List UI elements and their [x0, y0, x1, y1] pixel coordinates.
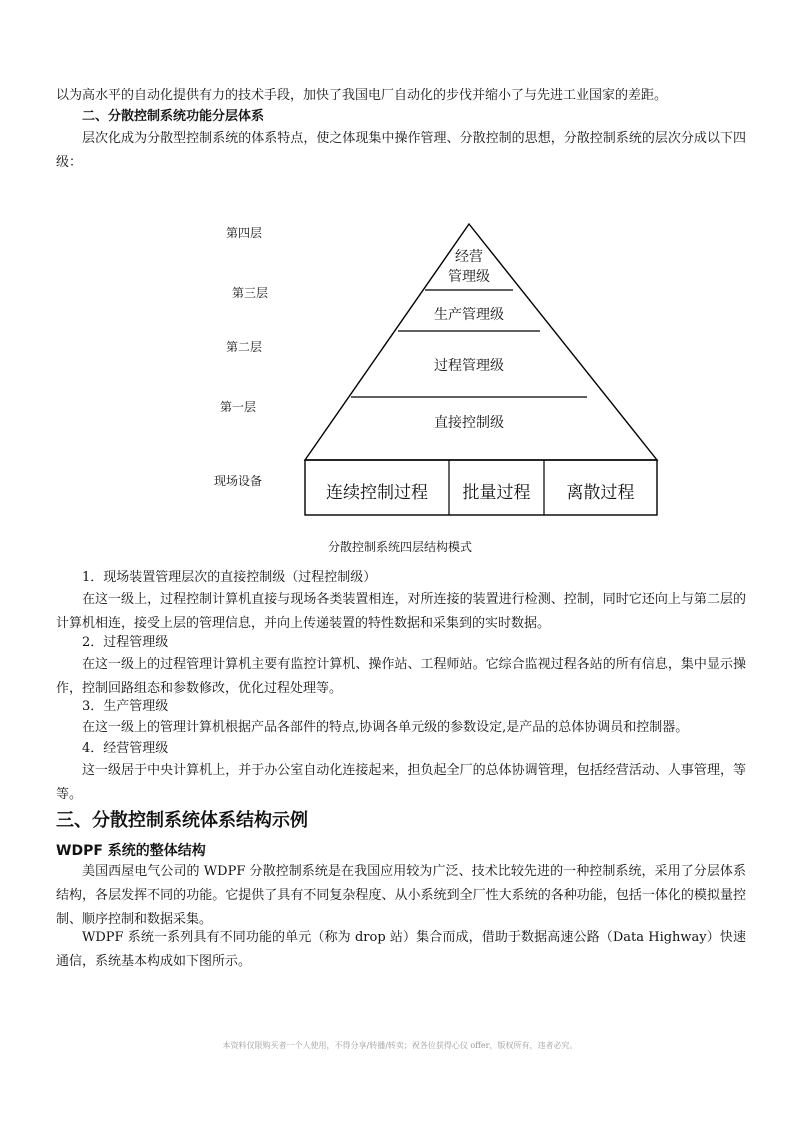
section-2-heading: 二、分散控制系统功能分层体系 — [82, 109, 265, 124]
list-item-4-body: 这一级居于中央计算机上，并于办公室自动化连接起来，担负起全厂的总体协调管理，包括经营活动、人事管理，等等。 — [56, 763, 746, 802]
wdpf-paragraph-1: 美国西屋电气公司的 WDPF 分散控制系统是在我国应用较为广泛、技术比较先进的一种控制系统，采用了分层体系结构，各层发挥不同的功能。它提供了具有不同复杂程度、从小系统到全厂性大系统的各种功能，包括一体化的模拟量控制、顺序控制和数据采集。 — [56, 864, 746, 927]
layer-label-field: 现场设备 — [214, 474, 263, 488]
tier-top-line2: 管理级 — [448, 269, 490, 285]
diagram-caption: 分散控制系统四层结构模式 — [327, 540, 472, 554]
tier-direct-control: 直接控制级 — [434, 415, 504, 431]
tier-process: 过程管理级 — [434, 358, 504, 374]
list-item-2-title: 2．过程管理级 — [82, 635, 169, 650]
field-box-discrete: 离散过程 — [566, 483, 635, 503]
copyright-footer: 本资料仅限购买者一个人使用，不得分享/转播/转卖；祝各位获得心仪 offer，版权所有，违者必究。 — [222, 1041, 578, 1050]
layer-label-1: 第一层 — [220, 400, 257, 414]
paragraph-hierarchy: 层次化成为分散型控制系统的体系特点，使之体现集中操作管理、分散控制的思想，分散控制系统的层次分成以下四级： — [56, 131, 746, 170]
layer-label-3: 第三层 — [232, 286, 269, 300]
list-item-3-title: 3．生产管理级 — [82, 699, 169, 714]
list-item-2-body: 在这一级上的过程管理计算机主要有监控计算机、操作站、工程师站。它综合监视过程各站的所有信息，集中显示操作，控制回路组态和参数修改，优化过程处理等。 — [56, 657, 746, 696]
tier-production: 生产管理级 — [434, 307, 504, 323]
wdpf-subheading: WDPF 系统的整体结构 — [56, 843, 206, 859]
pyramid-diagram — [0, 210, 800, 560]
layer-label-2: 第二层 — [226, 340, 263, 354]
field-box-batch: 批量过程 — [462, 483, 531, 503]
wdpf-paragraph-2: WDPF 系统一系列具有不同功能的单元（称为 drop 站）集合而成，借助于数据高速公路（Data Highway）快速通信，系统基本构成如下图所示。 — [56, 930, 746, 969]
list-item-1-title: 1．现场装置管理层次的直接控制级（过程控制级） — [82, 570, 377, 585]
list-item-1-body: 在这一级上，过程控制计算机直接与现场各类装置相连，对所连接的装置进行检测、控制，同时它还向上与第二层的计算机相连，接受上层的管理信息，并向上传递装置的特性数据和采集到的实时数据。 — [56, 592, 746, 631]
field-box-continuous: 连续控制过程 — [326, 483, 428, 503]
layer-label-4: 第四层 — [226, 226, 263, 240]
list-item-3-body: 在这一级上的管理计算机根据产品各部件的特点,协调各单元级的参数设定,是产品的总体协调员和控制器。 — [82, 720, 689, 735]
tier-top-line1: 经营 — [455, 249, 483, 265]
paragraph-intro: 以为高水平的自动化提供有力的技术手段，加快了我国电厂自动化的步伐并缩小了与先进工业国家的差距。 — [56, 88, 668, 103]
list-item-4-title: 4．经营管理级 — [82, 741, 169, 756]
section-3-heading: 三、分散控制系统体系结构示例 — [56, 810, 308, 831]
